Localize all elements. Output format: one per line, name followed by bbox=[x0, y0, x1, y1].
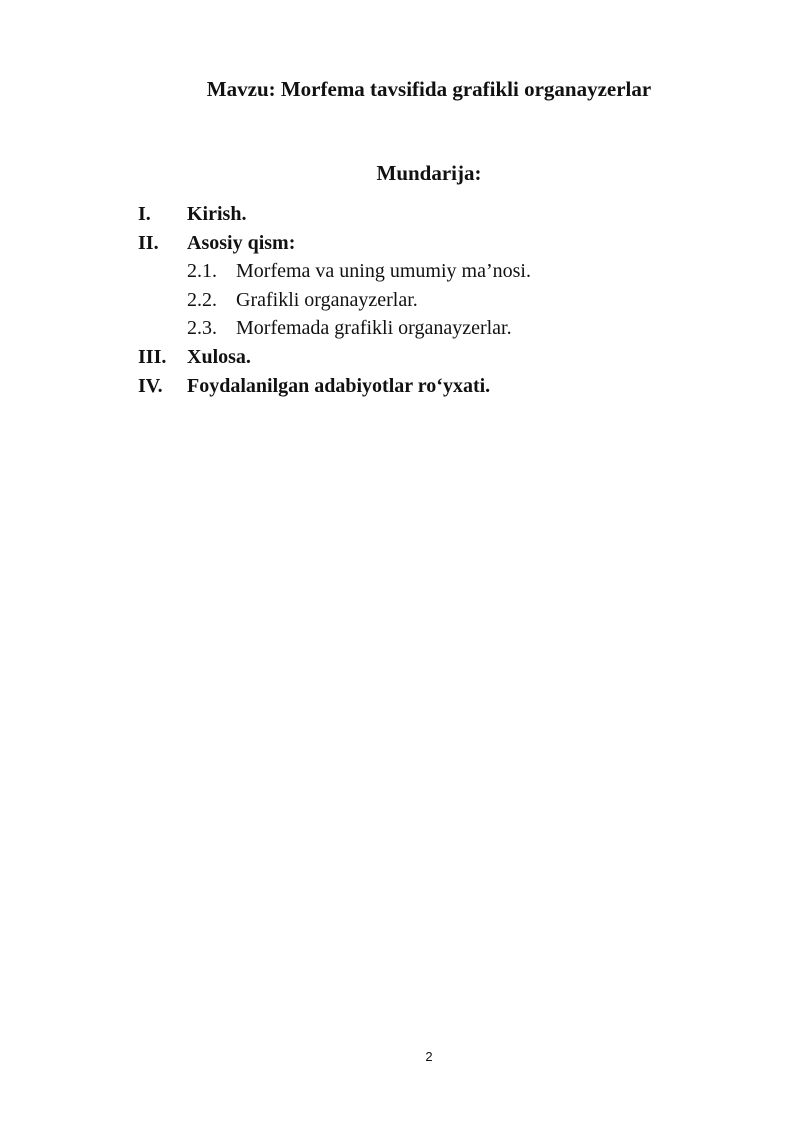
toc-item-label: Xulosa. bbox=[187, 345, 251, 368]
toc-item-number: IV. bbox=[138, 374, 163, 397]
toc-item-label: Morfemada grafikli organayzerlar. bbox=[236, 317, 512, 340]
table-of-contents bbox=[138, 200, 738, 400]
toc-item-label: Morfema va uning umumiy ma’nosi. bbox=[236, 260, 531, 283]
toc-item-label: Foydalanilgan adabiyotlar ro‘yxati. bbox=[187, 374, 491, 397]
document-title: Mavzu: Morfema tavsifida grafikli organayzerlar bbox=[206, 77, 652, 101]
toc-item-main-part bbox=[138, 229, 738, 258]
toc-subitem-morpheme bbox=[138, 257, 738, 286]
toc-item-number: 2.1. bbox=[187, 260, 217, 283]
toc-item-conclusion bbox=[138, 343, 738, 372]
toc-item-number: I. bbox=[138, 203, 151, 225]
toc-subitem-morpheme-organizers bbox=[138, 314, 738, 343]
toc-item-label: Kirish. bbox=[187, 203, 247, 225]
toc-item-introduction bbox=[138, 200, 738, 229]
toc-item-number: II. bbox=[138, 231, 159, 254]
toc-item-number: 2.2. bbox=[187, 288, 217, 311]
toc-item-number: 2.3. bbox=[187, 317, 217, 340]
page-number: 2 bbox=[425, 1049, 433, 1064]
toc-heading: Mundarija: bbox=[376, 161, 482, 185]
toc-item-label: Grafikli organayzerlar. bbox=[236, 288, 418, 311]
toc-item-number: III. bbox=[138, 345, 167, 368]
toc-item-references bbox=[138, 372, 738, 401]
toc-item-label: Asosiy qism: bbox=[187, 231, 296, 254]
toc-subitem-graphic-organizers bbox=[138, 286, 738, 315]
